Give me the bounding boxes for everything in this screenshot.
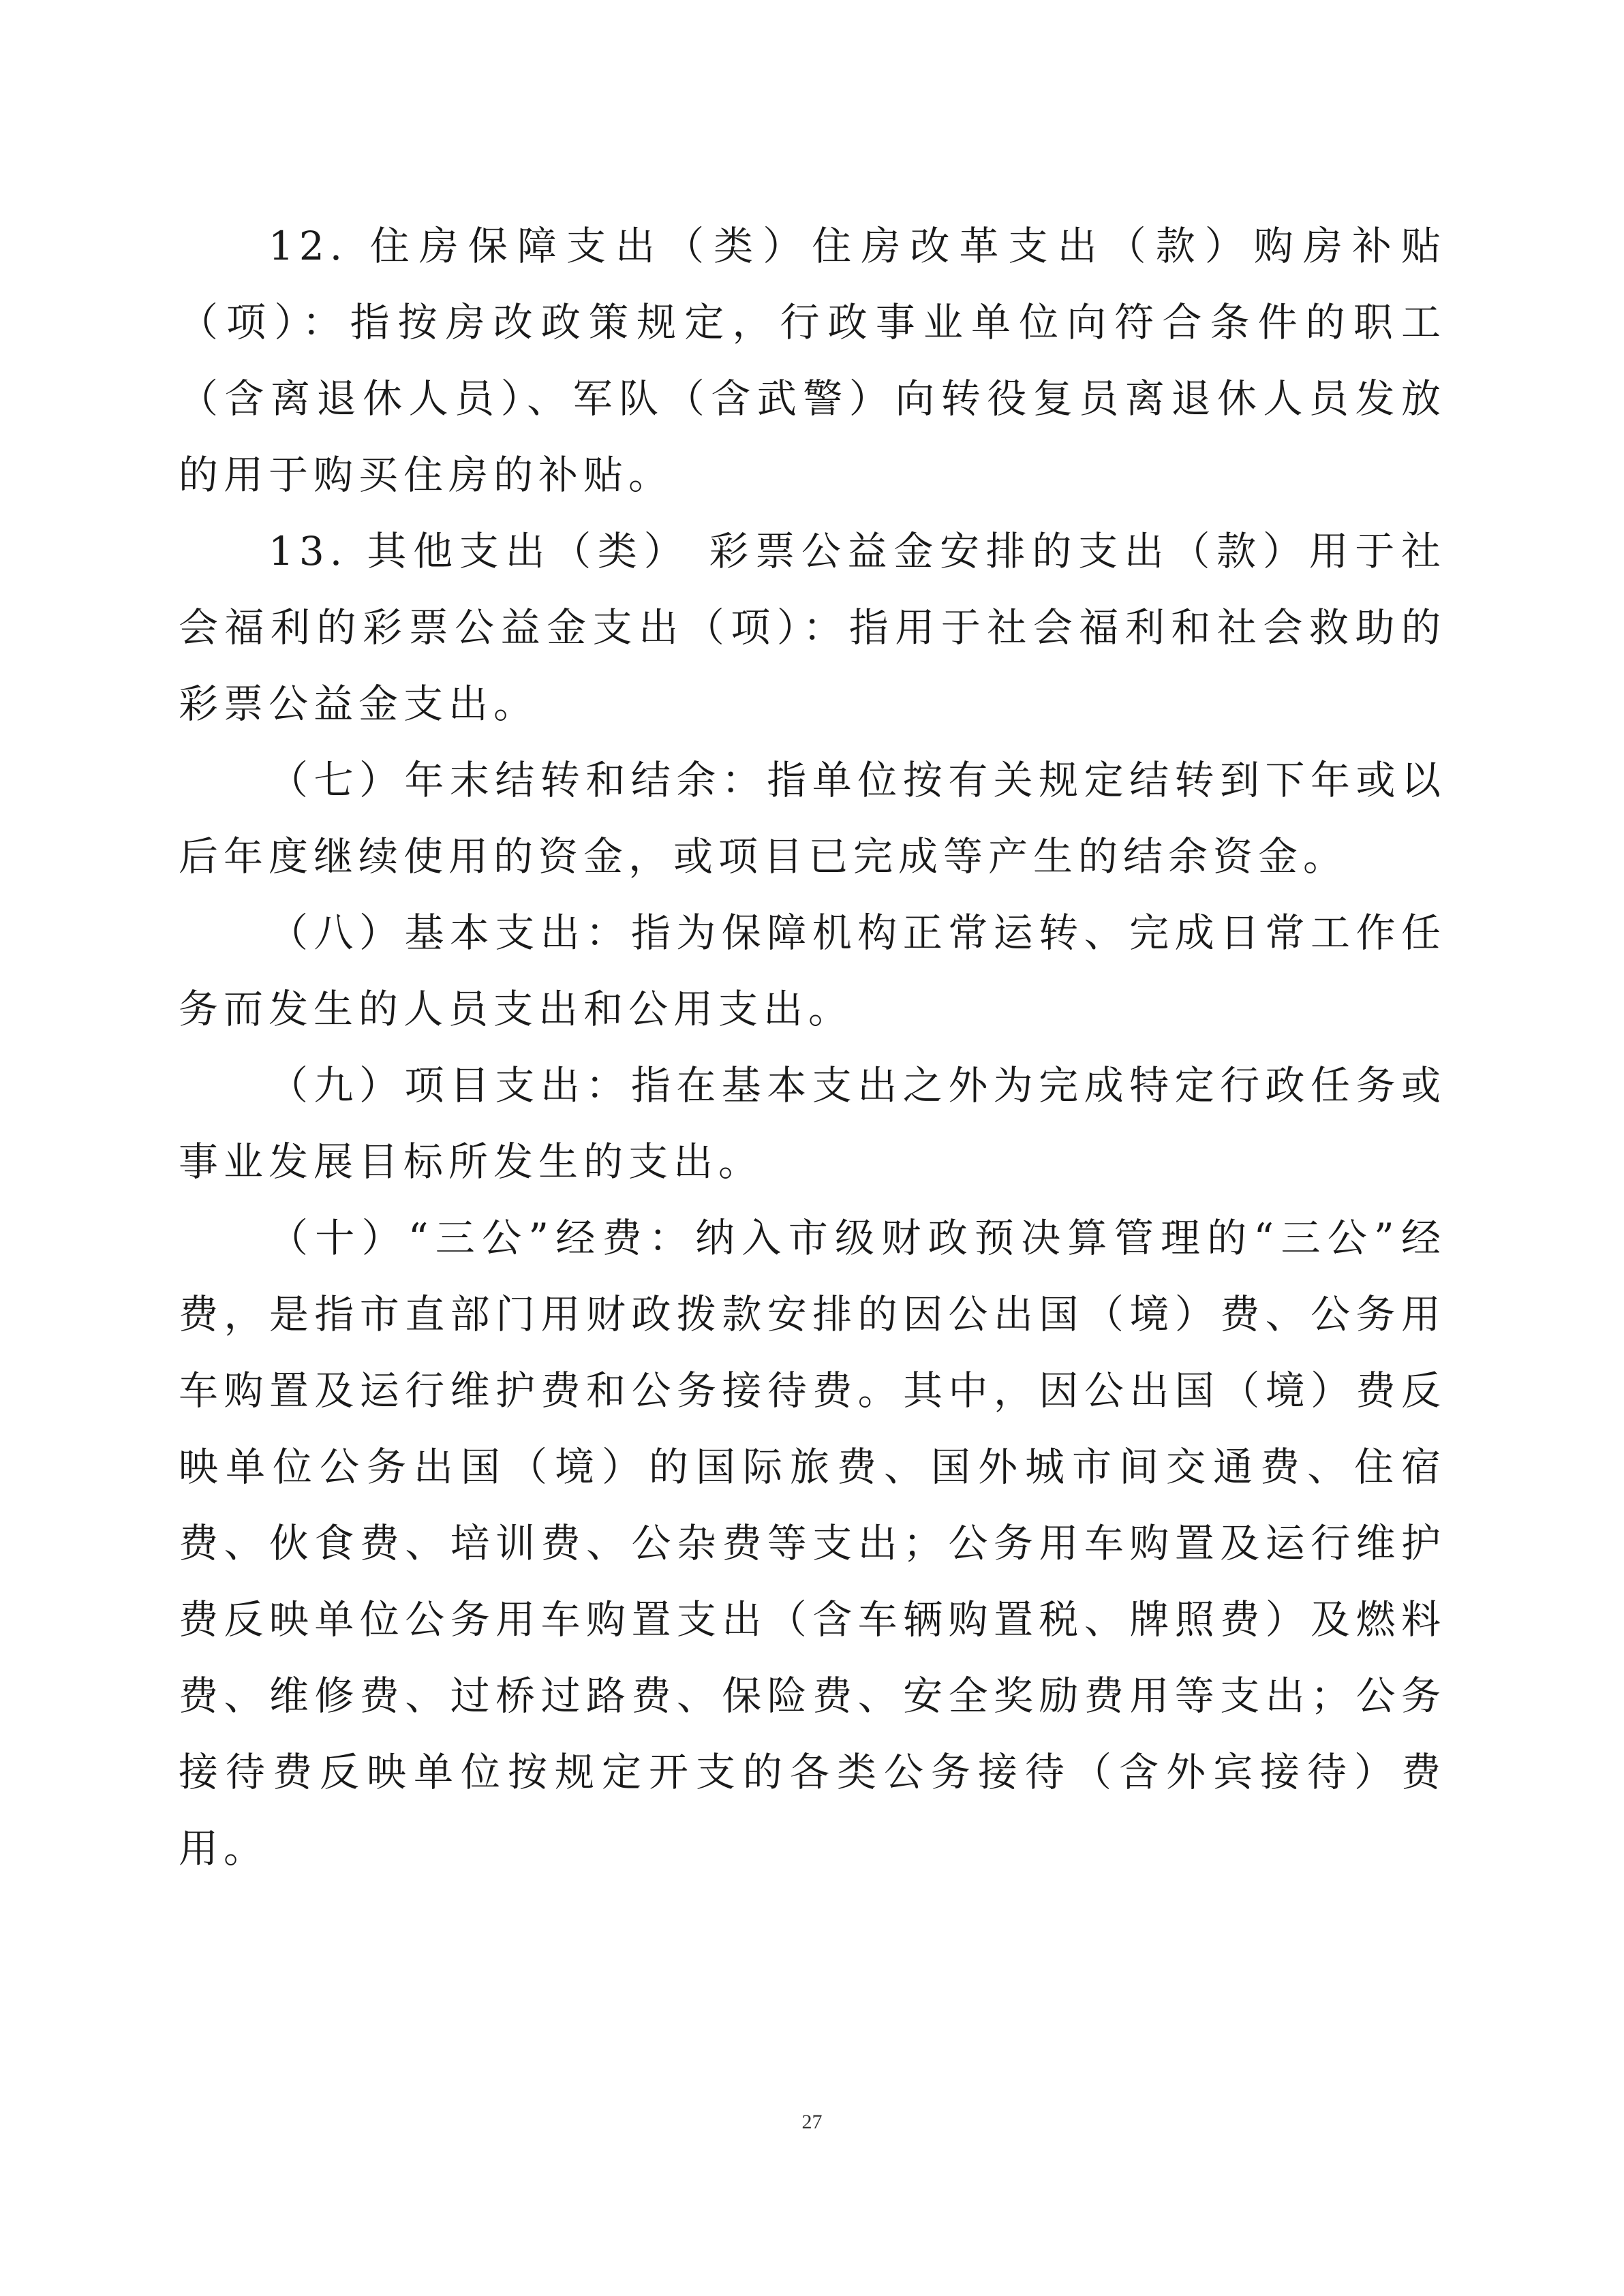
paragraph-project-expenditure: （九）项目支出：指在基本支出之外为完成特定行政任务或事业发展目标所发生的支出。 xyxy=(179,1062,1446,1185)
document-body xyxy=(179,208,1446,1887)
paragraph-three-public-expenses: （十）“三公”经费：纳入市级财政预决算管理的“三公”经费，是指市直部门用财政拨款安排的因公出国（境）费、公务用车购置及运行维护费和公务接待费。其中，因公出国（境）费反映单位公务出国（境）的国际旅费、国外城市间交通费、住宿费、伙食费、培训费、公杂费等支出；公务用车购置及运行维护费反映单位公务用车购置支出（含车辆购置税、牌照费）及燃料费、维修费、过桥过路费、保险费、安全奖励费用等支出；公务接待费反映单位按规定开支的各类公务接待（含外宾接待）费用。 xyxy=(179,1215,1446,1872)
paragraph-lottery-welfare: 13. 其他支出（类） 彩票公益金安排的支出（款）用于社会福利的彩票公益金支出（项）：指用于社会福利和社会救助的彩票公益金支出。 xyxy=(179,528,1446,727)
paragraph-housing-subsidy: 12. 住房保障支出（类）住房改革支出（款）购房补贴（项）：指按房改政策规定，行政事业单位向符合条件的职工（含离退休人员）、军队（含武警）向转役复员离退休人员发放的用于购买住房的补贴。 xyxy=(179,223,1446,498)
paragraph-year-end-carryover: （七）年末结转和结余：指单位按有关规定结转到下年或以后年度继续使用的资金，或项目已完成等产生的结余资金。 xyxy=(179,757,1446,880)
paragraph-basic-expenditure: （八）基本支出：指为保障机构正常运转、完成日常工作任务而发生的人员支出和公用支出。 xyxy=(179,910,1446,1032)
page-number: 27 xyxy=(801,2111,823,2133)
